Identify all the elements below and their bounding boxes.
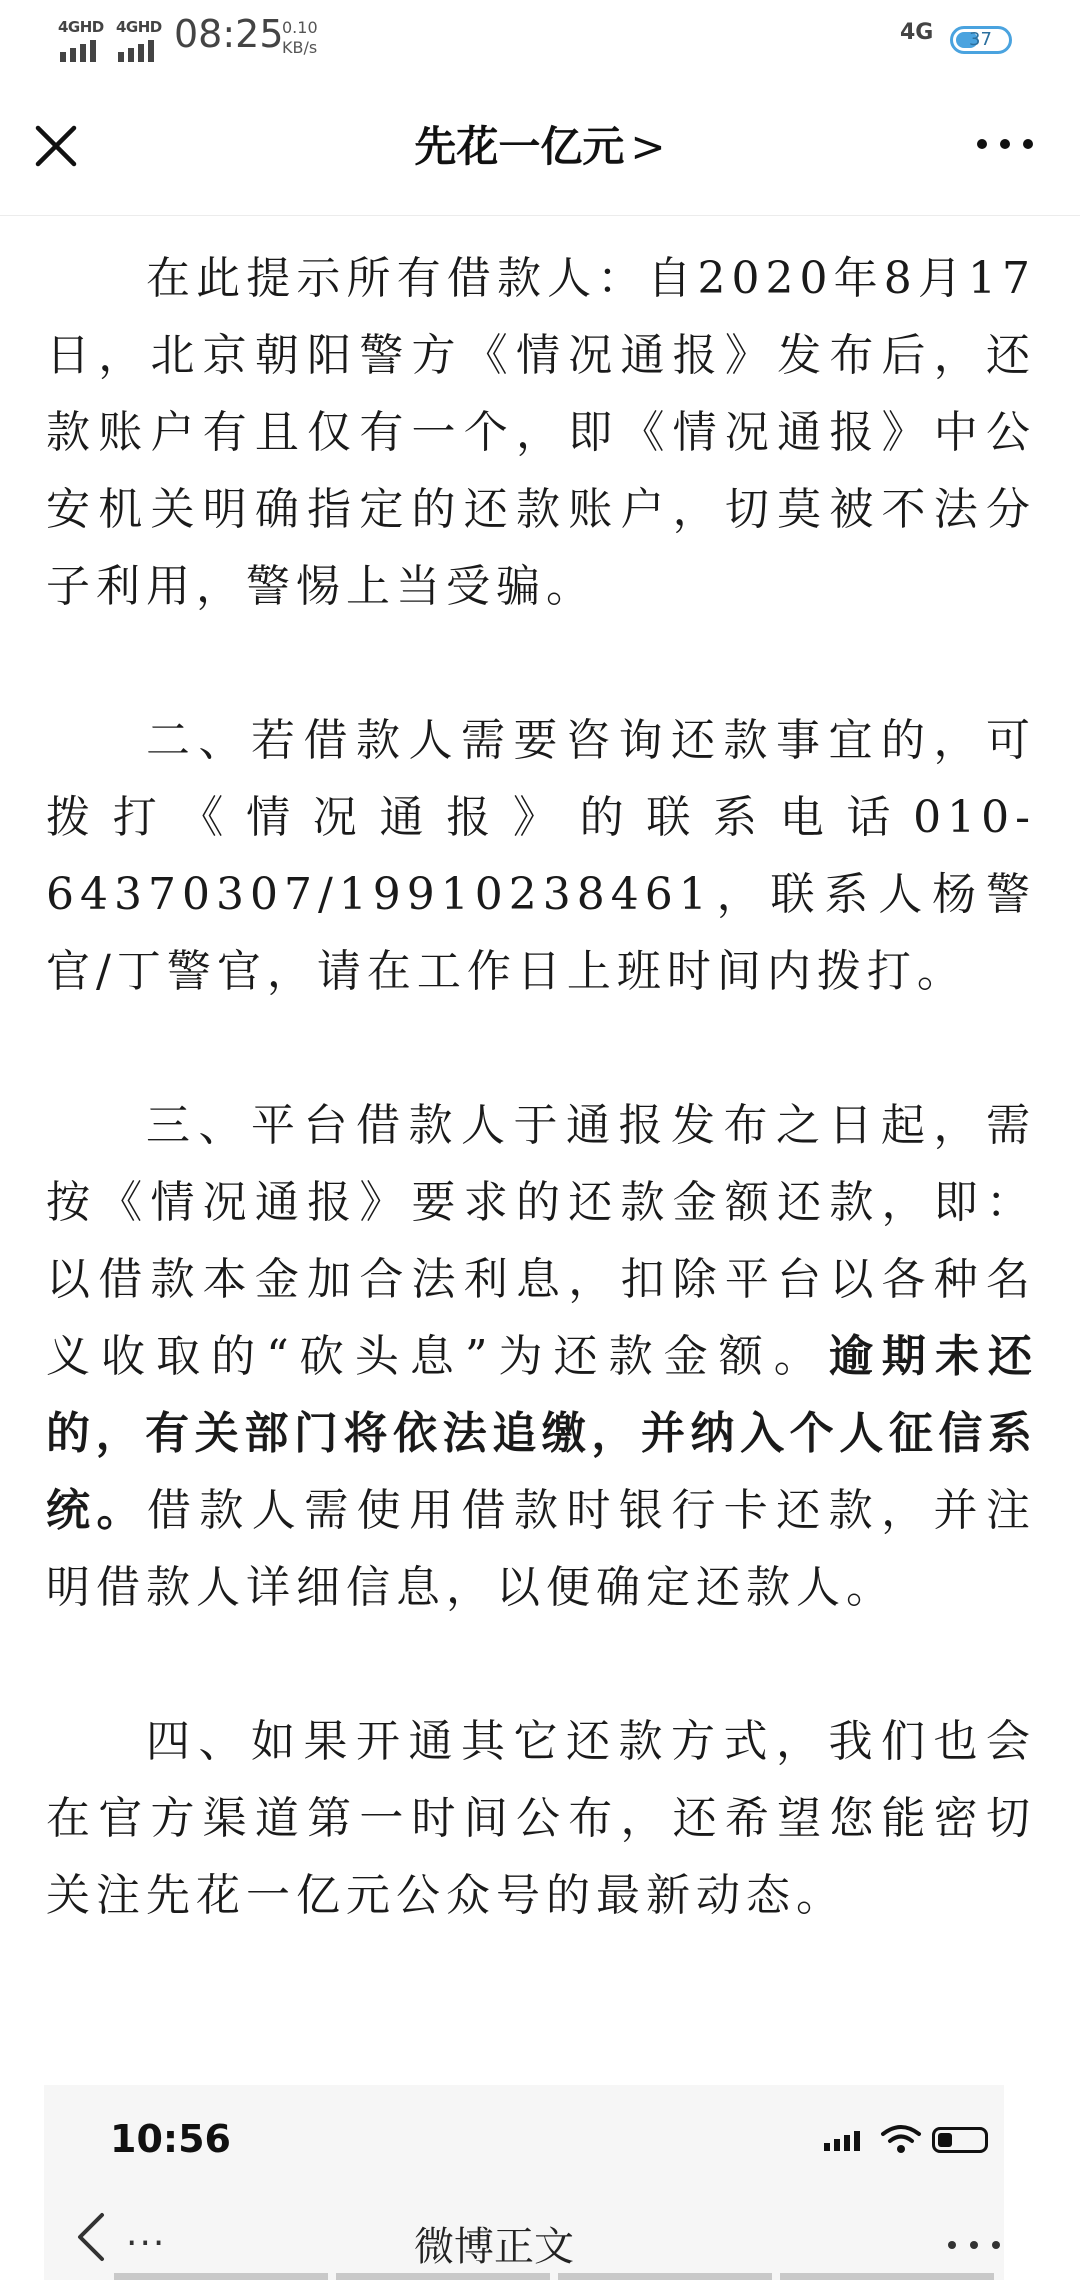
- embedded-page-title: 微博正文: [414, 2224, 574, 2270]
- cellular-signal-1: [58, 18, 108, 62]
- status-bar: [0, 0, 1080, 80]
- close-button[interactable]: [28, 118, 84, 174]
- article-paragraph: [46, 1087, 1036, 1626]
- network-type-label: 4GHD: [58, 18, 104, 36]
- embedded-status-time: 10:56: [110, 2117, 231, 2161]
- signal-bars-icon: [824, 2131, 860, 2151]
- title-bar: [0, 80, 1080, 216]
- cellular-signal-2: [116, 18, 166, 62]
- chevron-left-icon: [70, 2207, 114, 2267]
- wifi-icon: [880, 2123, 922, 2155]
- article-paragraph: 四、如果开通其它还款方式，我们也会在官方渠道第一时间公布，还希望您能密切关注先花一亿元公众号的最新动态。: [46, 1716, 1036, 1921]
- article-body: [46, 240, 1036, 2011]
- network-type-label: 4GHD: [116, 18, 162, 36]
- more-dots-icon: [970, 124, 1040, 164]
- network-speed-unit: KB/s: [282, 38, 318, 57]
- status-time: 08:25: [174, 12, 284, 56]
- embedded-nav-dots: ...: [126, 2213, 167, 2254]
- battery-icon: [932, 2127, 988, 2153]
- signal-bars-icon: [60, 40, 96, 62]
- network-indicator: 4G: [900, 20, 934, 45]
- article-paragraph: 二、若借款人需要咨询还款事宜的，可拨打《情况通报》的联系电话010-64370307/19910238461，联系人杨警官/丁警官，请在工作日上班时间内拨打。: [46, 715, 1036, 997]
- battery-icon: [950, 26, 1012, 54]
- chevron-right-icon: >: [630, 122, 666, 171]
- signal-bars-icon: [118, 40, 154, 62]
- more-dots-icon: [944, 2235, 1004, 2255]
- paragraph-text: 借款人需使用借款时银行卡还款，并注明借款人详细信息，以便确定还款人。: [46, 1485, 1037, 1613]
- page-title: 先花一亿元: [414, 122, 625, 171]
- more-button[interactable]: [970, 124, 1040, 164]
- paragraph-text: 三、平台借款人于通报发布之日起，需按《情况通报》要求的还款金额还款，即：以借款本金加合法利息，扣除平台以各种名义收取的“砍头息”为还款金额。: [46, 1100, 1036, 1382]
- paragraph-bold-warning: 逾期未还的，有关部门将依法追缴，并纳入个人征信系统。: [46, 1331, 1036, 1536]
- network-speed: [282, 18, 318, 58]
- battery-level: 37: [969, 29, 992, 50]
- network-speed-value: 0.10: [282, 18, 318, 37]
- close-icon: [28, 118, 84, 174]
- account-title-link[interactable]: [340, 114, 740, 174]
- embedded-tab-strip: [114, 2273, 994, 2280]
- embedded-screenshot-image: [44, 2085, 1004, 2280]
- article-paragraph: 在此提示所有借款人：自2020年8月17日，北京朝阳警方《情况通报》发布后，还款账户有且仅有一个，即《情况通报》中公安机关明确指定的还款账户，切莫被不法分子利用，警惕上当受骗。: [46, 253, 1036, 612]
